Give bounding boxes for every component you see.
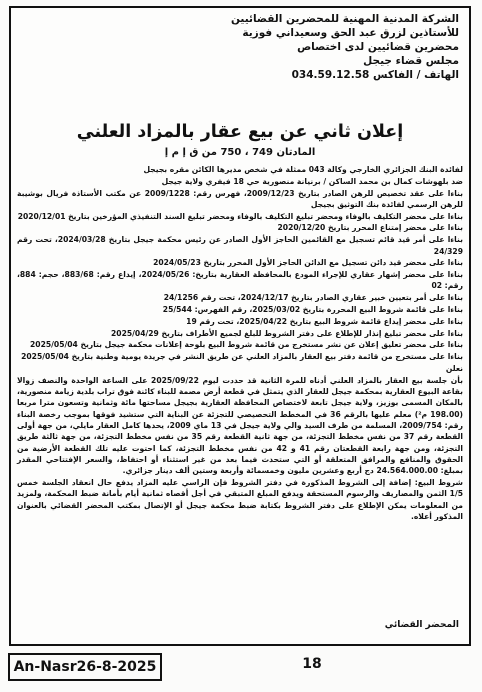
announcement-body — [17, 164, 463, 523]
body-paragraph: بناءا على مستخرج من قائمة دفتر بيع العقار بالمزاد العلني عن طريق النشر في جريدة يومية وطنية بتاريخ 2025/05/04 — [21, 352, 463, 362]
body-paragraph: بناءا على أمر بتعيين خبير عقاري الصادر بتاريخ 2024/12/17، تحت رقم 24/1256 — [163, 293, 463, 303]
announcement-title: إعلان ثاني عن بيع عقار بالمزاد العلني — [76, 122, 404, 142]
announcement-subtitle: المادتان 749 ، 750 من ق إ م إ — [164, 147, 316, 158]
body-paragraph: بناءا على محضر إيداع قائمة شروط البيع بتاريخ 2025/04/22، تحت رقم 19 — [186, 316, 463, 326]
body-paragraph: بناءا على أمر قيد قائم تسجيل مع القائمين الحاجز الأول الصادر عن رئيس محكمة جيجل بتاريخ 2024/03/28، تحت رقم 24/329 — [17, 235, 463, 256]
page-number: 18 — [302, 656, 322, 672]
body-paragraph: بناءا على قائمة شروط البيع المحررة بتاريخ 2025/03/02، رقم الفهرس: 25/544 — [162, 305, 463, 315]
header-line: محضرين قضائيين لدى اختصاص — [297, 41, 459, 53]
bailiff-office-header — [159, 12, 459, 82]
body-paragraph: بناءا على محضر تبليغ إنذار للإطلاع على دفتر الشروط للبلغ لجميع الأطراف بتاريخ 2025/04/29 — [111, 328, 463, 338]
body-paragraph: بناءا على محضر قيد دائن تسجيل مع الدائن الحاجز الأول المحرر بتاريخ 2024/05/23 — [153, 258, 463, 268]
bailiff-signature: المحضر القضائي — [384, 620, 459, 630]
body-paragraph: بناءا على محضر التكليف بالوفاء ومحضر تبليغ التكليف بالوفاء ومحضر تبليغ السند التنفيذي المؤرخين بتاريخ 2020/12/01 — [17, 211, 463, 221]
body-paragraph-sale-details: بأن جلسة بيع العقار بالمزاد العلني أدناه للمرة الثانية قد حددت ليوم 2025/09/22 على الساعة الواحدة والنصف زوالا بقاعة البيوع العقارية بمحكمة جيجل للعقار الذي يتمثل في قطعة أرض مصمة للبناء كائنة فوق تراب بلدية زيامة منصورية، بالمكان المسمى بوزيز، ولاية جيجل تابعة لاختصاص المحافظة العقارية بجيجل مساحتها مائة وثمانية وتسعون مترا مربعا (198.00 م²) معلم عليها بالرقم 36 في المخطط التحصيصي للتجزئة عن البناية التي ستشيد فوقها بموجب رخصة البناء رقم: 2009/754، المسلمة من طرف السيد والي ولاية جيجل في 13 ماي 2009، يحدها كامل العقار مايلي، من جهة أولى القطعة رقم 37 من نفس مخطط التجزئة، من جهة ثانية القطعة رقم 35 من نفس مخطط التجزئة، من جهة ثالثة طريق التجزئة، ومن جهة رابعة القطعتان رقم 41 و 42 من نفس مخطط التجزئة، كما احتوت عليه تلك القطعة الأرضية من الحقوق والمنافع والمرافق المتعلقة أو التي ستحدث فيما بعد من غير استثناء أو احتفاظ، والسعر الإفتتاحي المقدر بمبلغ: 24.564.000.00 دج أربع وعشرين مليون وخمسمائة وأربعة وستين ألف دينار جزائري. — [17, 375, 464, 476]
header-contact-line: الهاتف / الفاكس 034.59.12.58 — [291, 69, 459, 81]
announcement-frame — [9, 6, 471, 646]
newspaper-issue-code: An-Nasr26-8-2025 — [8, 653, 162, 681]
body-paragraph-sale-conditions: شروط البيع: إضافة إلى الشروط المذكورة في دفتر الشروط فإن الراسي عليه المزاد يدفع حال انعقاد الجلسة خمس 1/5 الثمن والمصاريف والرسوم المستحقة ويدفع المبلغ المتبقي في أجل أقصاه ثمانية أيام بأمانة ضبط المحكمة، ولمزيد من المعلومات يمكن الإطلاع على دفتر الشروط بكتابة ضبط محكمة جيجل أو الإتصال بمكتب المحضر القضائي بالعنوان المذكور أعلاه. — [17, 478, 463, 521]
body-heading-nuelin: نعلن — [445, 364, 463, 374]
body-paragraph: بناءا على محضر إمتناع المحرر بتاريخ 2020/12/20 — [277, 223, 463, 233]
body-paragraph: بناءا على محضر إشهار عقاري للإجراء المودع بالمحافظة العقارية بتاريخ: 2024/05/26، إيداع رقم: 883/68، حجم: 884، رقم: 02 — [17, 270, 463, 291]
body-paragraph: لفائدة البنك الجزائري الخارجي وكالة 043 ممثلة في شخص مديرها الكائن مقره بجيجل — [143, 165, 463, 174]
body-paragraph: ضد بلهوشات كمال بن محمد الساكن / برنيانة منصورية حي 18 فيفري ولاية جيجل — [161, 176, 463, 186]
header-line: للأستاذين لزرق عبد الحق وسعيداني فوزية — [242, 27, 459, 39]
body-paragraph: بناءا على محضر تعليق إعلان عن نشر مستخرج من قائمة شروط البيع بلوحة إعلانات محكمة جيجل بتاريخ 2025/05/04 — [30, 340, 463, 350]
header-line: مجلس قضاء جيجل — [363, 55, 459, 67]
body-paragraph: بناءا على عقد تخصيص للرهن الصادر بتاريخ 2009/12/23، فهرس رقم: 2009/1228 عن مكتب الأستاذة فريال بوشيبة للرهن الرسمي لفائدة بنك التوثيق بجيجل — [17, 188, 463, 209]
header-line: الشركة المدنية المهنية للمحضرين القضائيين — [230, 13, 459, 25]
